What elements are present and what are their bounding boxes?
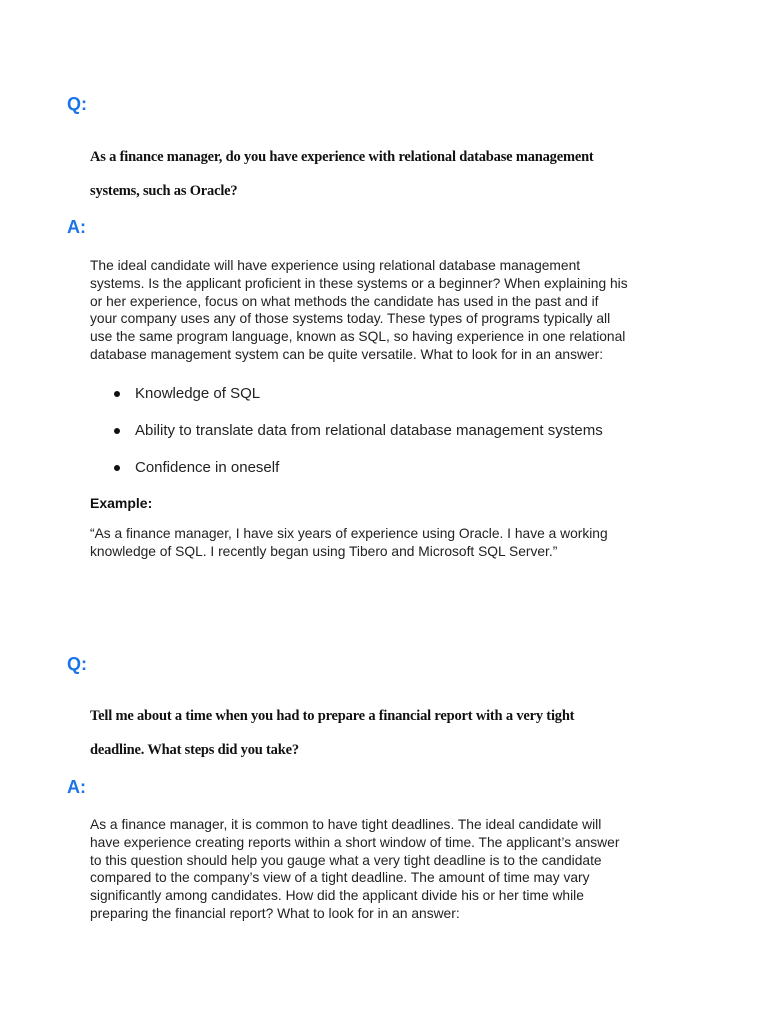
question-label: Q: — [67, 654, 87, 674]
answer-label: A: — [67, 777, 86, 797]
answer-line: As a finance manager, it is common to have tight deadlines. The ideal candidate will — [90, 817, 602, 832]
question-line: systems, such as Oracle? — [90, 183, 238, 199]
question-text — [90, 699, 690, 767]
answer-line: significantly among candidates. How did the applicant divide his or her time while — [90, 888, 584, 904]
answer-line: have experience creating reports within a short window of time. The applicant’s answer — [90, 834, 620, 850]
answer-line: systems. Is the applicant proficient in these systems or a beginner? When explaining his — [90, 275, 628, 291]
bullet-icon — [114, 465, 120, 471]
list-item — [90, 384, 710, 421]
answer-line: database management system can be quite versatile. What to look for in an answer: — [90, 346, 604, 362]
question-line: Tell me about a time when you had to prepare a financial report with a very tight — [90, 708, 575, 724]
criteria-list — [90, 384, 710, 495]
list-item — [90, 458, 710, 495]
bullet-icon — [114, 428, 120, 434]
list-item-text: Confidence in oneself — [135, 459, 280, 476]
list-item — [90, 421, 710, 458]
answer-line: or her experience, focus on what methods the candidate has used in the past and if — [90, 293, 599, 309]
answer-line: compared to the company’s view of a tight deadline. The amount of time may vary — [90, 870, 590, 886]
answer-label: A: — [67, 217, 86, 237]
question-text — [90, 140, 690, 208]
answer-text — [90, 257, 690, 364]
list-item-text: Ability to translate data from relational database management systems — [135, 422, 603, 439]
example-line: knowledge of SQL. I recently began using Tibero and Microsoft SQL Server.” — [90, 543, 558, 559]
answer-text — [90, 816, 690, 923]
question-line: deadline. What steps did you take? — [90, 742, 299, 758]
example-text — [90, 525, 690, 561]
bullet-icon — [114, 391, 120, 397]
question-line: As a finance manager, do you have experience with relational database management — [90, 149, 594, 165]
answer-line: The ideal candidate will have experience using relational database management — [90, 258, 581, 273]
answer-line: your company uses any of those systems today. These types of programs typically all — [90, 311, 611, 327]
example-line: “As a finance manager, I have six years of experience using Oracle. I have a working — [90, 526, 608, 541]
list-item-text: Knowledge of SQL — [135, 385, 261, 402]
answer-line: use the same program language, known as SQL, so having experience in one relational — [90, 329, 626, 345]
answer-line: preparing the financial report? What to look for in an answer: — [90, 905, 460, 921]
question-label: Q: — [67, 94, 87, 114]
answer-line: to this question should help you gauge what a very tight deadline is to the candidate — [90, 852, 602, 868]
example-label: Example: — [90, 495, 153, 511]
